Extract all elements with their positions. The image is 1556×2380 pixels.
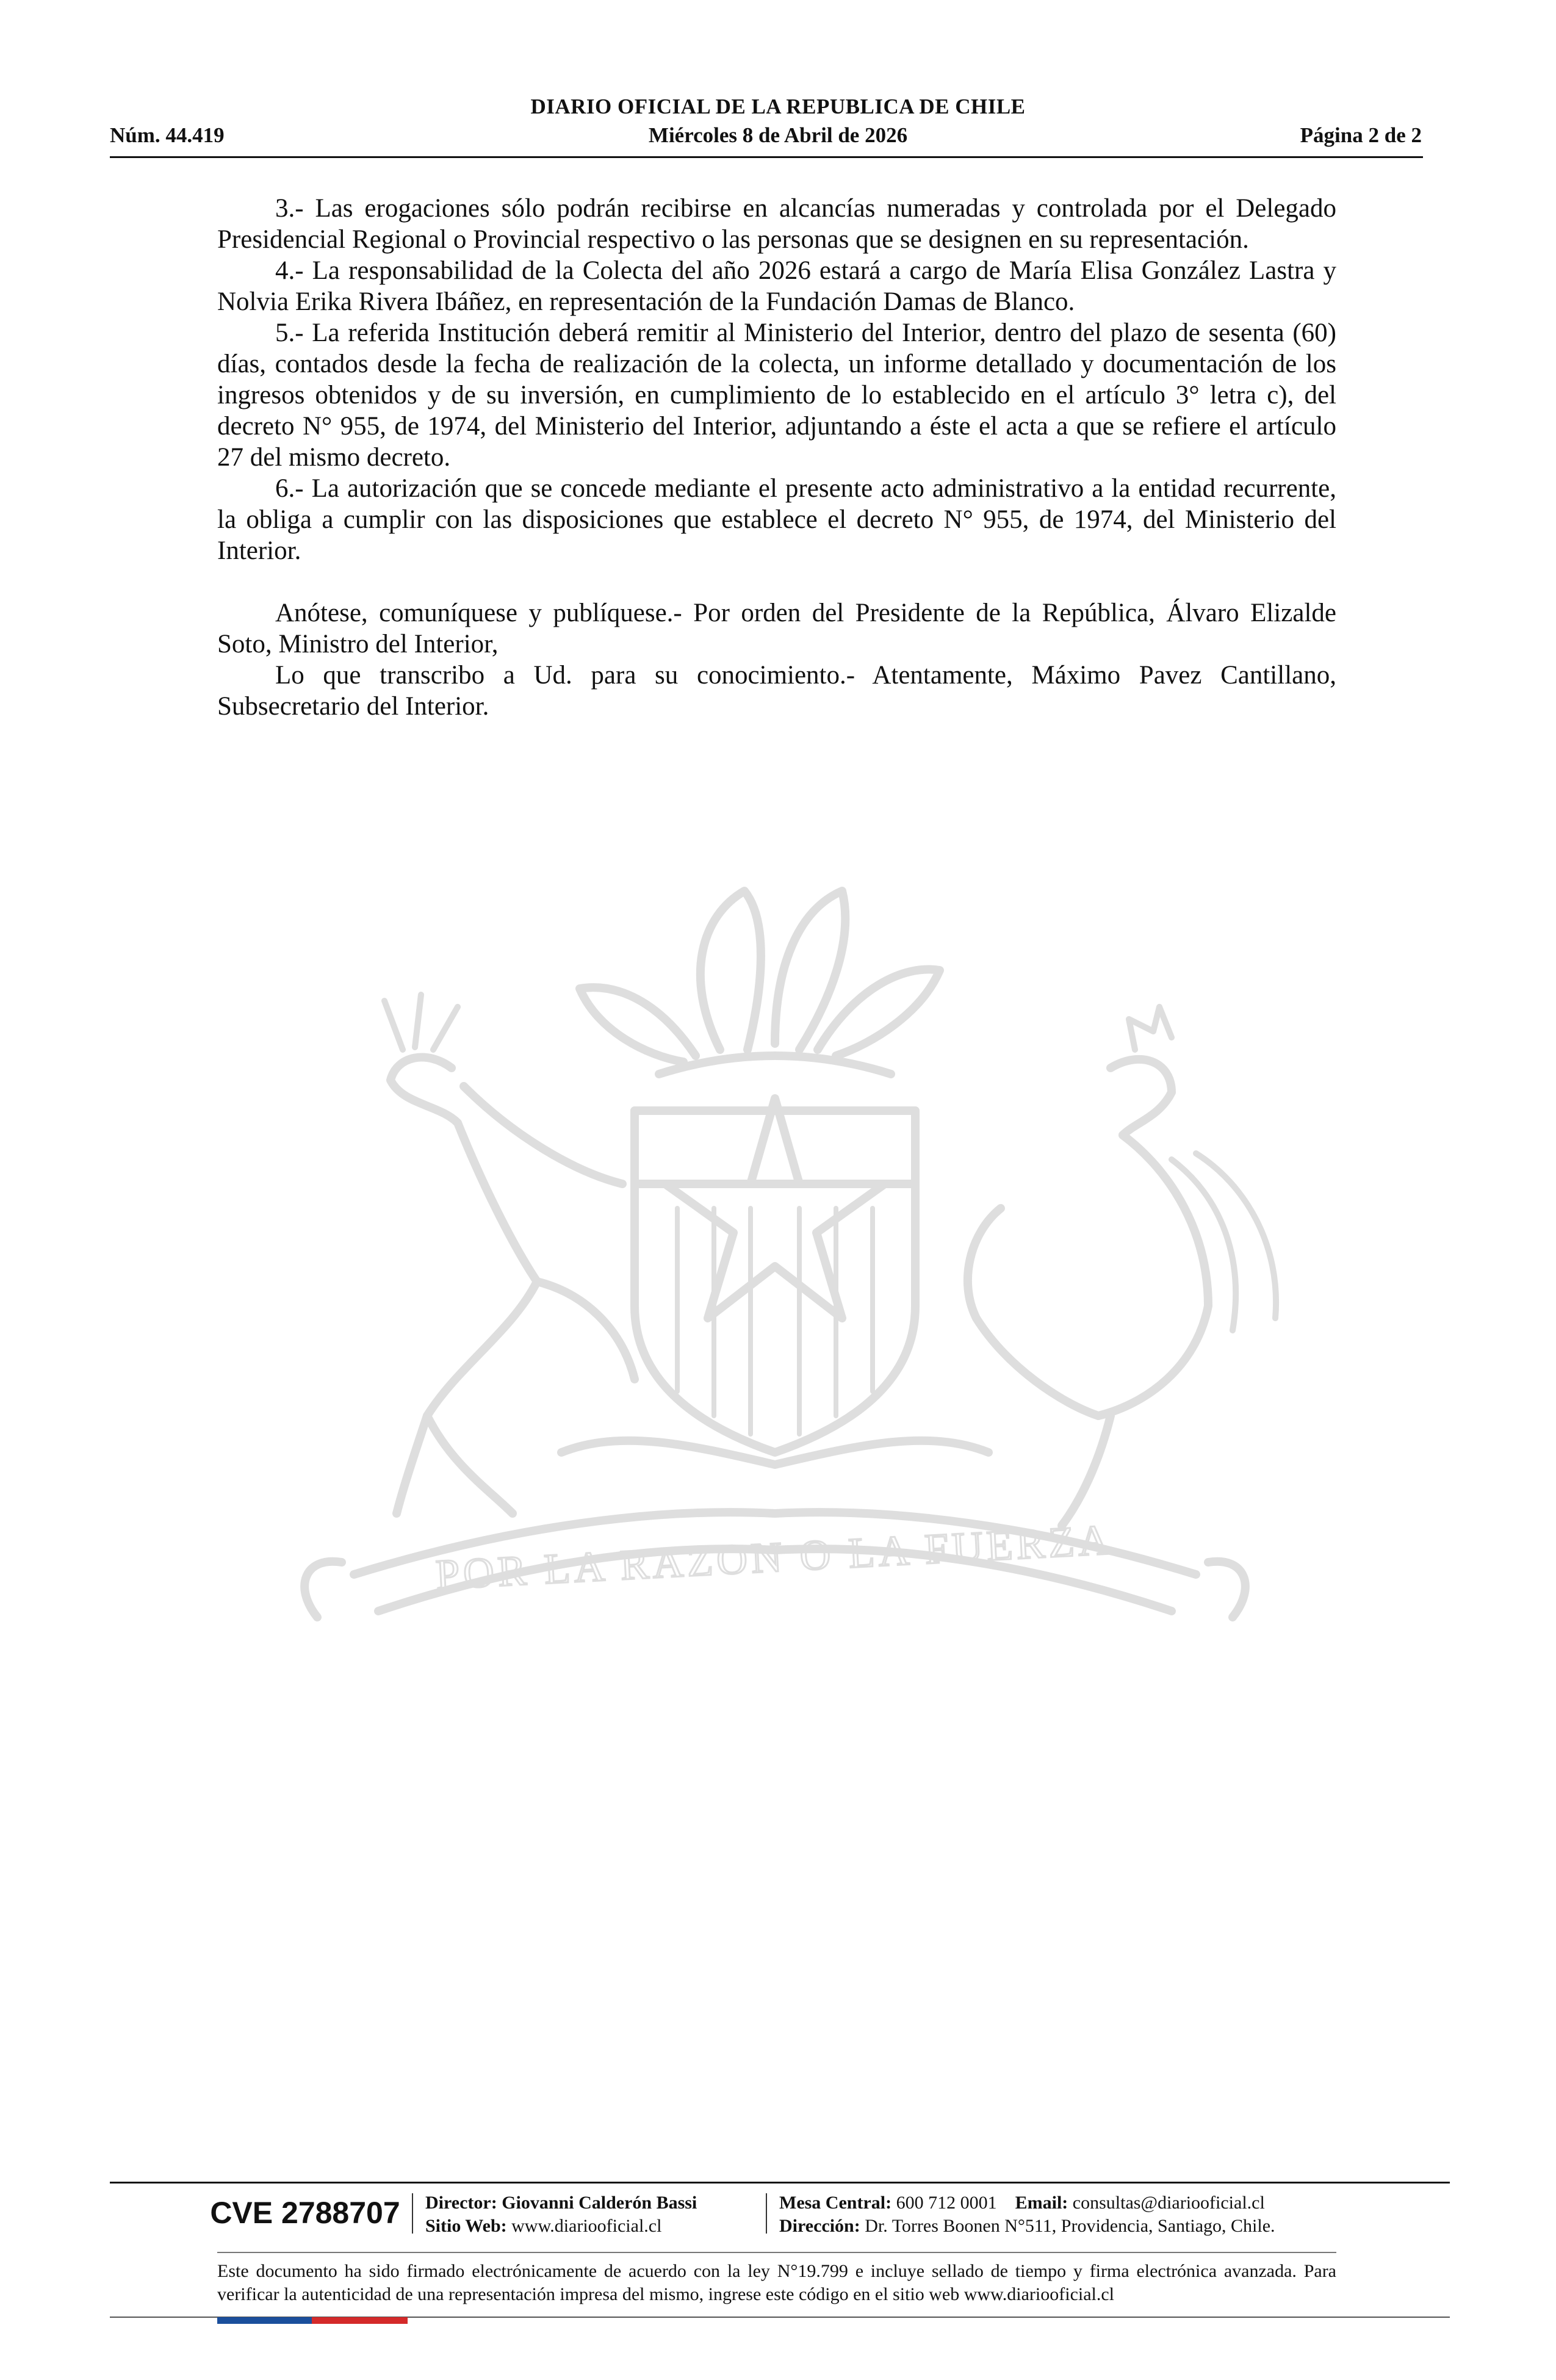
page-number: Página 2 de 2: [1300, 123, 1422, 147]
footer-divider-middle: [217, 2252, 1336, 2253]
issue-date: Miércoles 8 de Abril de 2026: [648, 123, 908, 147]
email-label: Email:: [1015, 2193, 1068, 2213]
document-body: [217, 193, 1336, 722]
footer-separator-2: [766, 2193, 767, 2234]
paragraph-6: 6.- La autorización que se concede mediante el presente acto administrativo a la entidad recurrente, la obliga a cumplir con las disposiciones que establece el decreto N° 955, de 1974, del Ministerio del Interior.: [217, 474, 1336, 565]
newspaper-title: DIARIO OFICIAL DE LA REPUBLICA DE CHILE: [530, 95, 1026, 118]
closing-paragraph: Anótese, comuníquese y publíquese.- Por orden del Presidente de la República, Álvaro Elizalde Soto, Ministro del Interior,: [217, 599, 1336, 658]
address-value: Dr. Torres Boonen N°511, Providencia, Santiago, Chile.: [865, 2216, 1275, 2236]
director-label: Director:: [425, 2193, 497, 2213]
issue-number: Núm. 44.419: [110, 123, 225, 147]
coat-of-arms-watermark: [195, 867, 1355, 1697]
footer-divider-top: [110, 2182, 1450, 2183]
paragraph-3: 3.- Las erogaciones sólo podrán recibirse en alcancías numeradas y controlada por el Delegado Presidencial Regional o Provincial respectivo o las personas que se designen en su representación.: [217, 194, 1336, 254]
email-link[interactable]: consultas@diariooficial.cl: [1072, 2193, 1265, 2213]
transcription-paragraph: Lo que transcribo a Ud. para su conocimiento.- Atentamente, Máximo Pavez Cantillano, Subsecretario del Interior.: [217, 661, 1336, 721]
cve-code: CVE 2788707: [210, 2196, 400, 2230]
address-label: Dirección:: [779, 2216, 860, 2236]
paragraph-4: 4.- La responsabilidad de la Colecta del año 2026 estará a cargo de María Elisa González Lastra y Nolvia Erika Rivera Ibáñez, en representación de la Fundación Damas de Blanco.: [217, 256, 1336, 316]
electronic-signature-note: Este documento ha sido firmado electrónicamente de acuerdo con la ley N°19.799 e incluye sellado de tiempo y firma electrónica avanzada. Para verificar la autenticidad de una representación impresa del mismo, ingrese este código en el sitio web www.diariooficial.cl: [217, 2261, 1336, 2304]
footer-director-block: [425, 2191, 697, 2238]
flag-stripe-blue: [217, 2317, 312, 2324]
director-name: Giovanni Calderón Bassi: [502, 2193, 697, 2213]
footer-separator-1: [412, 2193, 413, 2234]
paragraph-5: 5.- La referida Institución deberá remitir al Ministerio del Interior, dentro del plazo de sesenta (60) días, contados desde la fecha de realización de la colecta, un informe detallado y documentación de los ingresos obtenidos y de su inversión, en cumplimiento de lo establecido en el artículo 3° letra c), del decreto N° 955, de 1974, del Ministerio del Interior, adjuntando a éste el acta a que se refiere el artículo 27 del mismo decreto.: [217, 319, 1336, 472]
phone-label: Mesa Central:: [779, 2193, 892, 2213]
header-divider: [110, 156, 1423, 158]
phone-value: 600 712 0001: [896, 2193, 997, 2213]
flag-stripe-red: [312, 2317, 408, 2324]
website-link[interactable]: www.diariooficial.cl: [511, 2216, 662, 2236]
website-label: Sitio Web:: [425, 2216, 507, 2236]
watermark-motto: POR LA RAZON O LA FUERZA: [434, 1516, 1114, 1599]
footer-contact-block: [779, 2191, 1275, 2238]
